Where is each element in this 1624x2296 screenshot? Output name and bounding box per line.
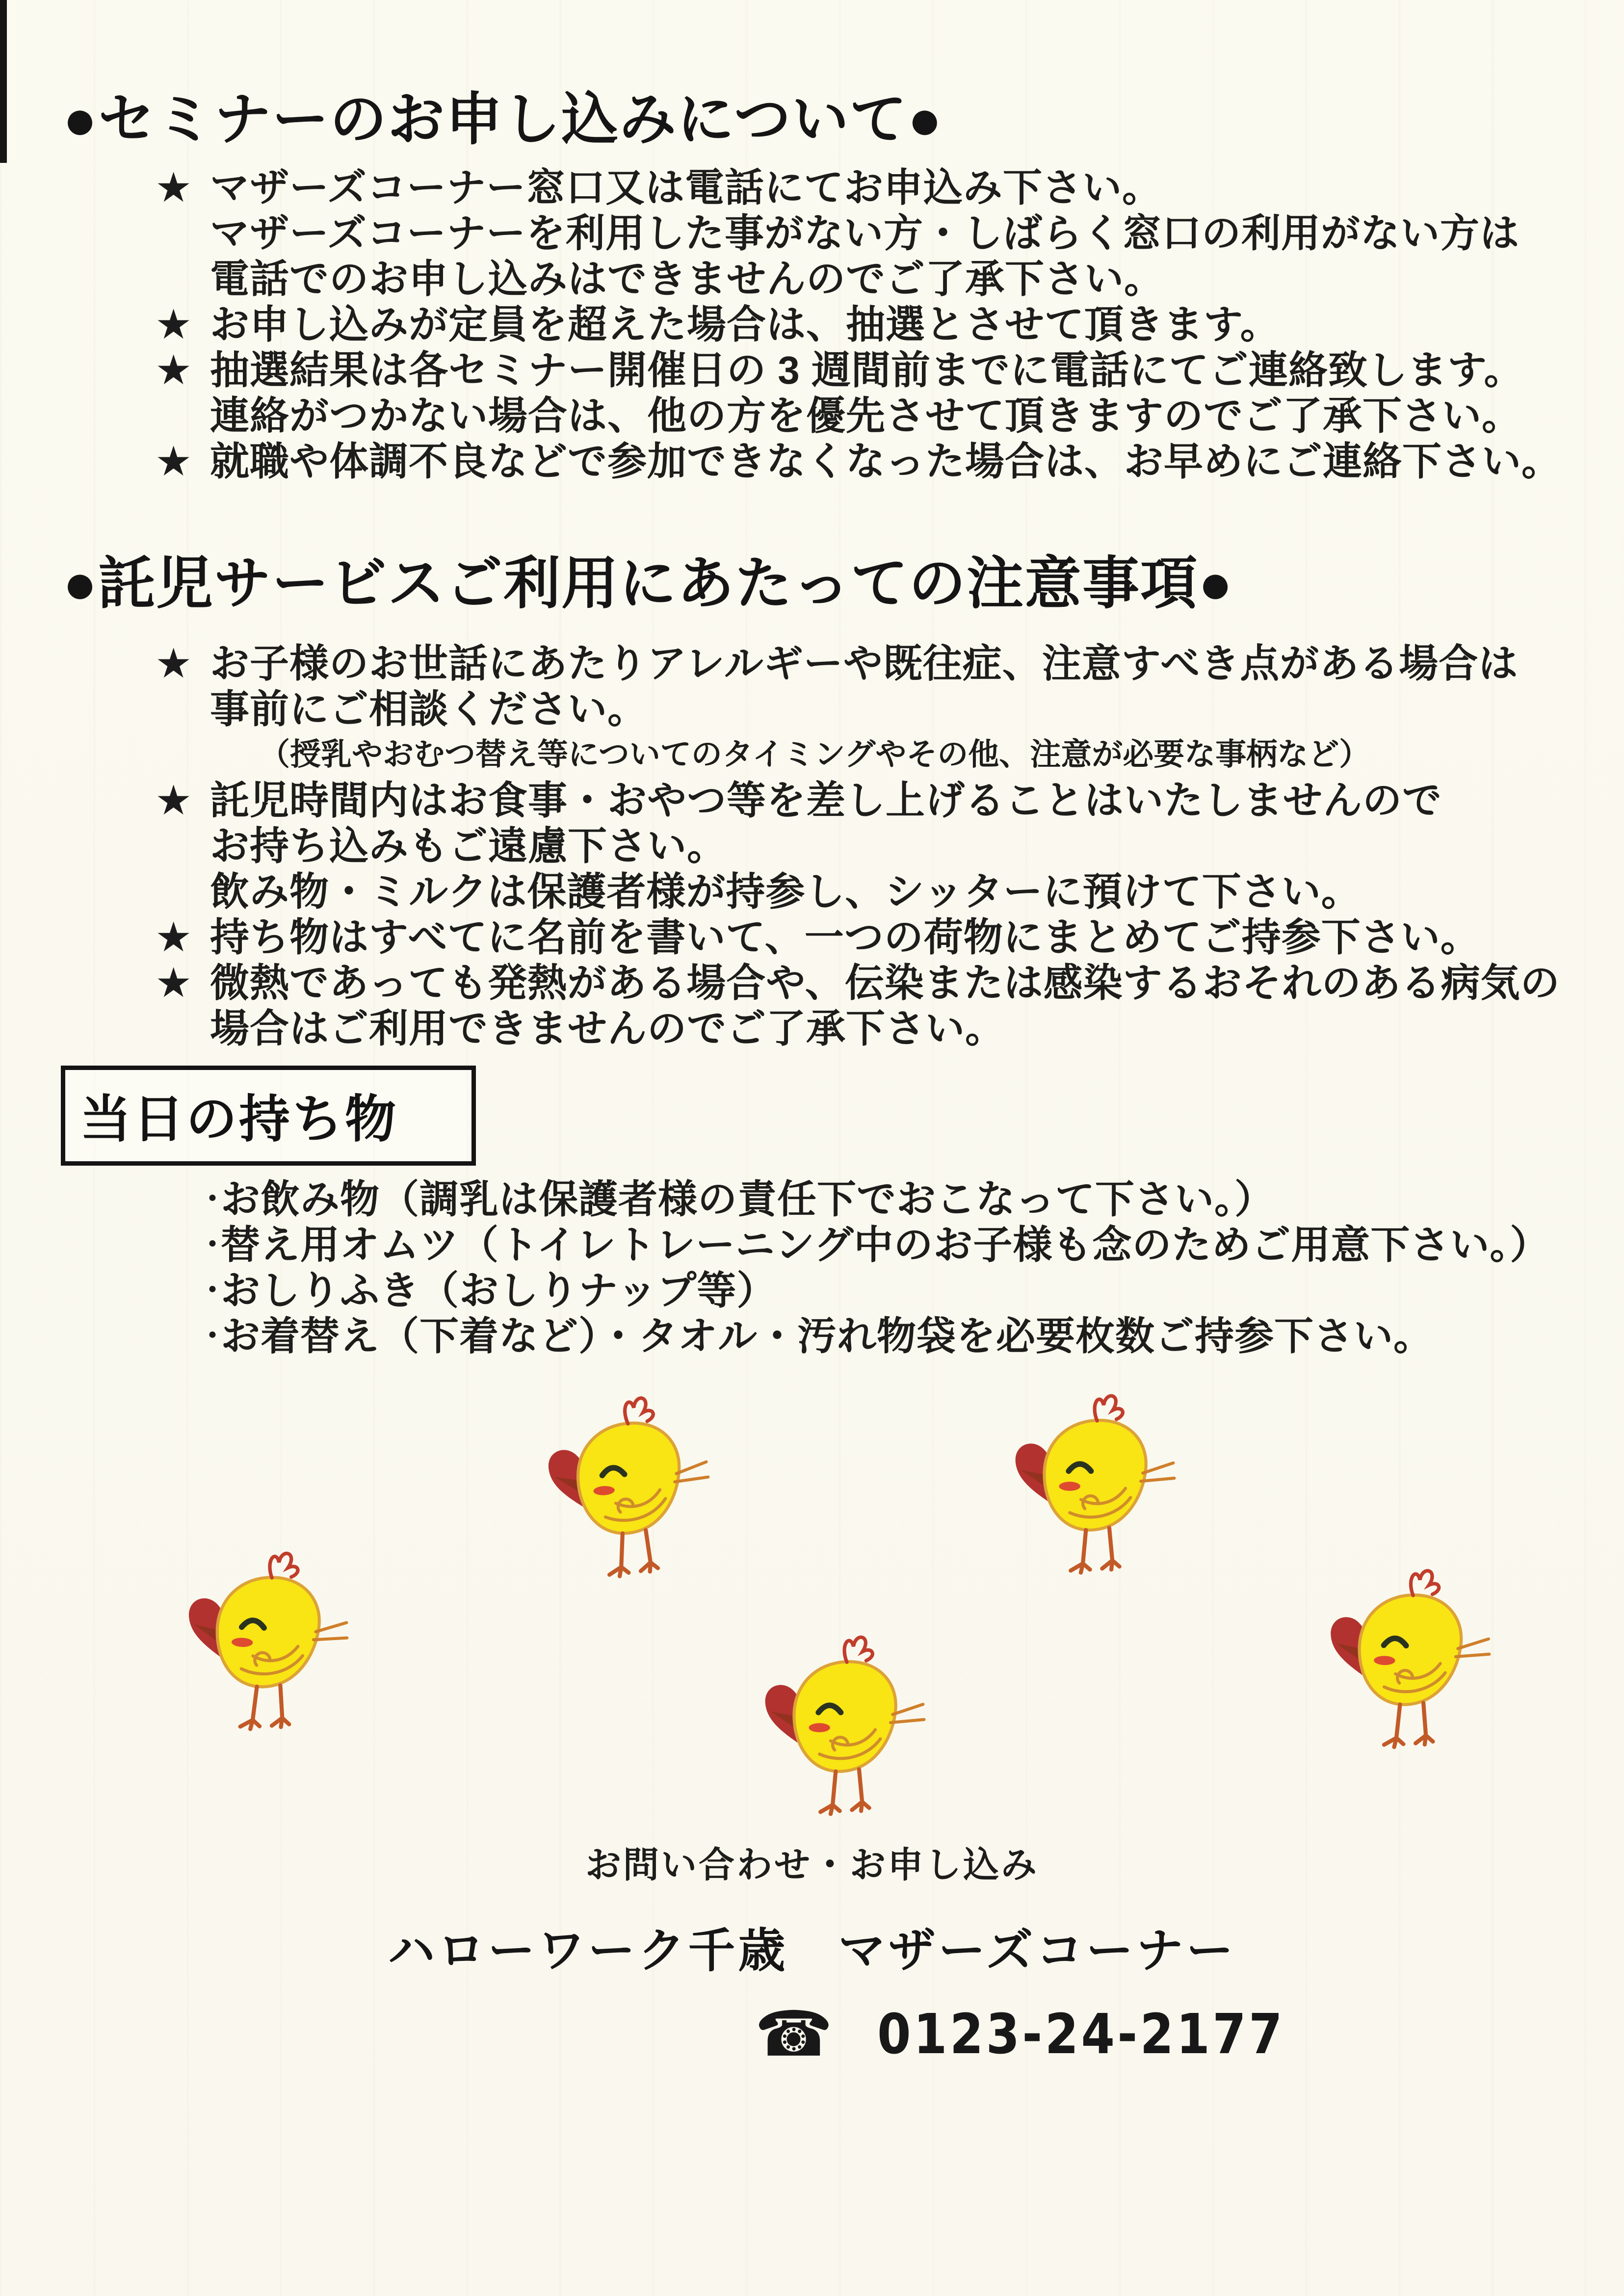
list-item	[195, 1176, 1549, 1222]
item-text: 替え用オムツ（トイレトレーニング中のお子様も念のためご用意下さい。）	[221, 1223, 1550, 1267]
chick-illustration	[1010, 1377, 1182, 1580]
dot-bullet-icon: ・	[195, 1271, 230, 1309]
star-bullet-icon: ★	[155, 640, 192, 686]
phone-number: 0123-24-2177	[877, 2003, 1285, 2066]
bullet-text: お子様のお世話にあたりアレルギーや既往症、注意すべき点がある場合は	[210, 642, 1519, 685]
section1-title: ●セミナーのお申し込みについて●	[63, 87, 943, 151]
chick-illustration	[179, 1531, 359, 1740]
bullet-text: お申し込みが定員を超えた場合は、抽選とさせて頂きます。	[210, 303, 1280, 346]
star-bullet-icon: ★	[155, 914, 192, 960]
bullet-text: 持ち物はすべてに名前を書いて、一つの荷物にまとめてご持参下さい。	[210, 915, 1480, 959]
bullet-text: 連絡がつかない場合は、他の方を優先させて頂きますのでご了承下さい。	[210, 394, 1521, 438]
list-item	[195, 1268, 1549, 1313]
list-item	[155, 914, 1560, 960]
list-item	[155, 641, 1560, 686]
bullet-text: 託児時間内はお食事・おやつ等を差し上げることはいたしませんので	[210, 779, 1442, 822]
bullet-note-text: （授乳やおむつ替え等についてのタイミングやその他、注意が必要な事柄など）	[259, 737, 1370, 772]
belongings-box-title: 当日の持ち物	[80, 1091, 398, 1148]
belongings-box-frame	[61, 1066, 476, 1166]
footer-phone-line	[0, 1999, 1624, 2069]
scan-edge-artifact	[0, 0, 7, 163]
bullet-text: 場合はご利用できませんのでご了承下さい。	[210, 1007, 1005, 1050]
list-item	[155, 778, 1560, 823]
list-item	[155, 165, 1561, 210]
bullet-text: 就職や体調不良などで参加できなくなった場合は、お早めにご連絡下さい。	[210, 440, 1561, 483]
footer-contact-label: お問い合わせ・お申し込み	[585, 1845, 1039, 1885]
list-item	[155, 393, 1561, 439]
star-bullet-icon: ★	[155, 301, 192, 347]
list-item	[155, 686, 1560, 732]
bullet-text: お持ち込みもご遠慮下さい。	[210, 824, 727, 868]
list-item	[155, 732, 1560, 778]
bullet-text: 事前にご相談ください。	[210, 687, 647, 731]
star-bullet-icon: ★	[155, 347, 192, 393]
section1-bullet-list	[155, 165, 1561, 484]
star-bullet-icon: ★	[155, 164, 192, 210]
chick-illustration	[1323, 1550, 1499, 1756]
footer-organization: ハローワーク千歳 マザーズコーナー	[388, 1925, 1236, 1977]
list-item	[155, 823, 1560, 869]
list-item	[155, 1006, 1560, 1051]
section2-bullet-list	[155, 641, 1560, 1051]
dot-bullet-icon: ・	[195, 1180, 230, 1218]
list-item	[155, 869, 1560, 914]
belongings-item-list	[195, 1176, 1549, 1359]
dot-bullet-icon: ・	[195, 1226, 230, 1264]
telephone-icon: ☎	[755, 1999, 833, 2069]
star-bullet-icon: ★	[155, 777, 192, 823]
star-bullet-icon: ★	[155, 960, 192, 1006]
list-item	[155, 347, 1561, 393]
list-item	[155, 302, 1561, 347]
list-item	[195, 1313, 1549, 1359]
list-item	[195, 1222, 1549, 1268]
item-text: お飲み物（調乳は保護者様の責任下でおこなって下さい。）	[221, 1177, 1274, 1221]
star-bullet-icon: ★	[155, 438, 192, 484]
chick-illustration	[538, 1375, 721, 1587]
bullet-text: 飲み物・ミルクは保護者様が持参し、シッターに預けて下さい。	[210, 870, 1361, 913]
item-text: おしりふき（おしりナップ等）	[221, 1269, 777, 1312]
bullet-text: 電話でのお申し込みはできませんのでご了承下さい。	[210, 257, 1164, 301]
chick-illustration	[760, 1618, 932, 1821]
dot-bullet-icon: ・	[195, 1317, 230, 1355]
bullet-text: 抽選結果は各セミナー開催日の 3 週間前までに電話にてご連絡致します。	[210, 348, 1524, 392]
item-text: お着替え（下着など）・タオル・汚れ物袋を必要枚数ご持参下さい。	[221, 1314, 1433, 1358]
bullet-text: マザーズコーナーを利用した事がない方・しばらく窓口の利用がない方は	[210, 211, 1519, 255]
section2-title: ●託児サービスご利用にあたっての注意事項●	[63, 551, 1234, 615]
list-item	[155, 256, 1561, 302]
list-item	[155, 439, 1561, 484]
belongings-box	[61, 1066, 476, 1166]
bullet-text: 微熱であっても発熱がある場合や、伝染または感染するおそれのある病気の	[210, 961, 1560, 1005]
list-item	[155, 210, 1561, 256]
bullet-text: マザーズコーナー窓口又は電話にてお申込み下さい。	[210, 166, 1162, 209]
list-item	[155, 960, 1560, 1006]
